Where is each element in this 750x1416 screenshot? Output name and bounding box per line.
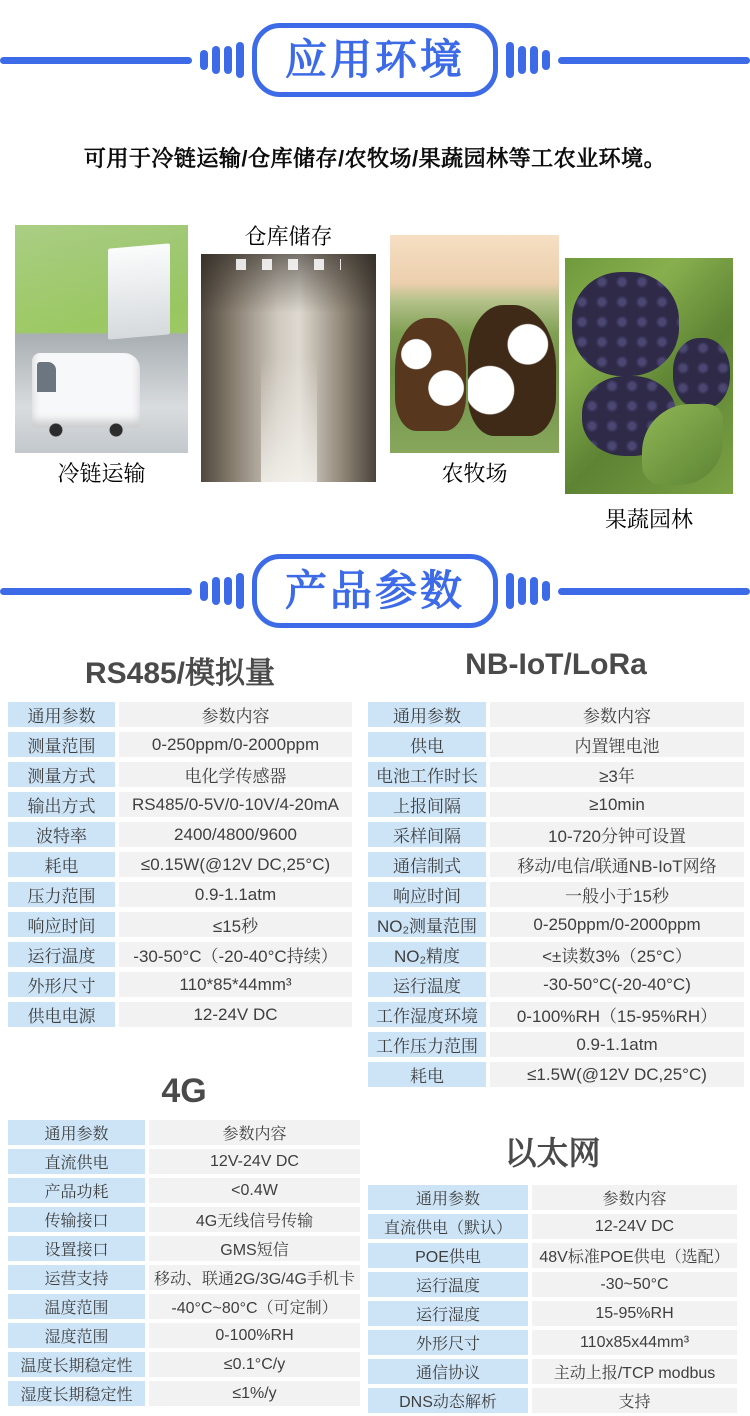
param-value-cell: GMS短信 [149,1236,360,1261]
banner-title: 应用环境 [252,23,498,97]
param-value-cell: 110*85*44mm³ [119,972,352,997]
param-label-cell: 通用参数 [8,702,115,727]
banner-title: 产品参数 [252,554,498,628]
param-label-cell: POE供电 [368,1243,528,1268]
spec-table-ethernet [368,1185,737,1416]
table-title-rs485: RS485/模拟量 [84,657,276,690]
table-row [368,972,744,997]
param-label-cell: 上报间隔 [368,792,486,817]
plug-bars-icon [504,573,552,609]
photo-farm-figure [390,235,559,487]
table-row [8,702,352,727]
param-value-cell: ≤1%/y [149,1381,360,1406]
param-value-cell: -40°C~80°C（可定制） [149,1294,360,1319]
param-value-cell: 支持 [532,1388,737,1413]
table-row [368,1032,744,1057]
param-value-cell: 0-100%RH（15-95%RH） [490,1002,744,1027]
param-label-cell: 传输接口 [8,1207,145,1232]
param-label-cell: 通用参数 [368,702,486,727]
param-value-cell: -30-50°C（-20-40°C持续） [119,942,352,967]
banner-line-right [558,57,750,64]
param-value-cell: 参数内容 [119,702,352,727]
table-row [8,822,352,847]
spec-table-rs485 [8,702,352,1032]
param-label-cell: 测量方式 [8,762,115,787]
param-label-cell: 运行温度 [8,942,115,967]
param-value-cell: ≥10min [490,792,744,817]
param-value-cell: ≥3年 [490,762,744,787]
param-value-cell: 移动/电信/联通NB-IoT网络 [490,852,744,877]
orchard-photo [565,258,733,494]
table-row [368,882,744,907]
param-value-cell: ≤0.15W(@12V DC,25°C) [119,852,352,877]
table-title-4g: 4G [161,1072,207,1110]
photo-warehouse-figure [201,224,376,482]
param-label-cell: 产品功耗 [8,1178,145,1203]
param-label-cell: 外形尺寸 [8,972,115,997]
param-value-cell: 电化学传感器 [119,762,352,787]
section-banner-application [0,22,750,98]
param-value-cell: ≤1.5W(@12V DC,25°C) [490,1062,744,1087]
param-label-cell: 供电 [368,732,486,757]
param-value-cell: 15-95%RH [532,1301,737,1326]
table-row [368,792,744,817]
param-value-cell: 参数内容 [149,1120,360,1145]
table-row [8,1002,352,1027]
param-value-cell: 一般小于15秒 [490,882,744,907]
param-label-cell: 温度范围 [8,1294,145,1319]
param-label-cell: 采样间隔 [368,822,486,847]
plug-bars-icon [198,573,246,609]
param-label-cell: 压力范围 [8,882,115,907]
param-value-cell: 0.9-1.1atm [119,882,352,907]
application-intro-text: 可用于冷链运输/仓库储存/农牧场/果蔬园林等工农业环境。 [83,146,667,171]
photo-caption: 冷链运输 [57,461,146,486]
param-label-cell: 供电电源 [8,1002,115,1027]
param-label-cell: 直流供电 [8,1149,145,1174]
table-row [368,1388,737,1413]
table-title-ethernet: 以太网 [504,1135,601,1171]
table-row [8,942,352,967]
param-value-cell: 48V标准POE供电（选配） [532,1243,737,1268]
table-row [8,732,352,757]
table-row [8,792,352,817]
param-value-cell: 10-720分钟可设置 [490,822,744,847]
table-row [368,1214,737,1239]
table-row [8,1120,360,1145]
param-label-cell: 湿度范围 [8,1323,145,1348]
spec-table-4g [8,1120,360,1410]
param-value-cell: 2400/4800/9600 [119,822,352,847]
table-row [368,1272,737,1297]
table-row [8,912,352,937]
photo-orchard-figure [565,258,733,533]
param-label-cell: 通信协议 [368,1359,528,1384]
param-value-cell: 12-24V DC [119,1002,352,1027]
param-value-cell: 0.9-1.1atm [490,1032,744,1057]
photo-cold-chain-figure [15,225,188,487]
table-row [8,1294,360,1319]
table-row [368,942,744,967]
table-row [8,1149,360,1174]
param-label-cell: 湿度长期稳定性 [8,1381,145,1406]
param-label-cell: 通信制式 [368,852,486,877]
param-label-cell: 耗电 [8,852,115,877]
table-row [8,972,352,997]
warehouse-photo [201,254,376,482]
spec-table-nbiot-lora [368,702,744,1092]
param-value-cell: RS485/0-5V/0-10V/4-20mA [119,792,352,817]
table-row [368,732,744,757]
table-row [8,1236,360,1261]
param-label-cell: NO₂精度 [368,942,486,967]
table-row [368,762,744,787]
cold-chain-photo [15,225,188,453]
param-label-cell: 通用参数 [8,1120,145,1145]
table-row [368,1330,737,1355]
table-row [368,822,744,847]
banner-line-left [0,588,192,595]
param-label-cell: 工作湿度环境 [368,1002,486,1027]
param-value-cell: ≤15秒 [119,912,352,937]
grape-cluster-shape [673,338,730,409]
table-row [8,882,352,907]
cow-shape [395,318,466,431]
param-label-cell: 温度长期稳定性 [8,1352,145,1377]
table-row [368,1243,737,1268]
section-banner-parameters [0,552,750,630]
grape-cluster-shape [572,272,680,376]
param-label-cell: 通用参数 [368,1185,528,1210]
table-row [368,912,744,937]
param-label-cell: 响应时间 [8,912,115,937]
param-value-cell: 12-24V DC [532,1214,737,1239]
param-value-cell: 0-100%RH [149,1323,360,1348]
table-row [368,1002,744,1027]
param-value-cell: <±读数3%（25°C） [490,942,744,967]
param-label-cell: 响应时间 [368,882,486,907]
plug-bars-icon [504,42,552,78]
param-label-cell: 外形尺寸 [368,1330,528,1355]
table-row [8,852,352,877]
param-value-cell: -30~50°C [532,1272,737,1297]
param-label-cell: 运行温度 [368,972,486,997]
param-label-cell: NO₂测量范围 [368,912,486,937]
farm-photo [390,235,559,453]
photo-caption: 仓库储存 [244,224,333,249]
param-value-cell: <0.4W [149,1178,360,1203]
table-row [8,1381,360,1406]
param-value-cell: 12V-24V DC [149,1149,360,1174]
table-row [8,1265,360,1290]
delivery-van-shape [32,353,139,428]
param-value-cell: 移动、联通2G/3G/4G手机卡 [149,1265,360,1290]
table-row [368,852,744,877]
banner-line-left [0,57,192,64]
table-row [8,1323,360,1348]
param-label-cell: 设置接口 [8,1236,145,1261]
table-title-nbiot-lora: NB-IoT/LoRa [465,648,647,681]
param-value-cell: ≤0.1°C/y [149,1352,360,1377]
param-value-cell: 参数内容 [532,1185,737,1210]
param-label-cell: 耗电 [368,1062,486,1087]
param-label-cell: 波特率 [8,822,115,847]
param-value-cell: 110x85x44mm³ [532,1330,737,1355]
param-value-cell: 内置锂电池 [490,732,744,757]
param-label-cell: 运行湿度 [368,1301,528,1326]
param-label-cell: 测量范围 [8,732,115,757]
table-row [8,1178,360,1203]
param-label-cell: 运营支持 [8,1265,145,1290]
param-label-cell: 直流供电（默认） [368,1214,528,1239]
plug-bars-icon [198,42,246,78]
param-value-cell: 主动上报/TCP modbus [532,1359,737,1384]
banner-line-right [558,588,750,595]
photo-caption: 果蔬园林 [604,507,693,532]
param-value-cell: 参数内容 [490,702,744,727]
param-label-cell: 输出方式 [8,792,115,817]
cow-shape [468,305,556,436]
table-row [8,762,352,787]
param-label-cell: 运行温度 [368,1272,528,1297]
table-row [368,1062,744,1087]
param-label-cell: DNS动态解析 [368,1388,528,1413]
table-row [368,1301,737,1326]
param-value-cell: -30-50°C(-20-40°C) [490,972,744,997]
param-label-cell: 工作压力范围 [368,1032,486,1057]
table-row [368,702,744,727]
param-value-cell: 4G无线信号传输 [149,1207,360,1232]
param-value-cell: 0-250ppm/0-2000ppm [119,732,352,757]
table-row [368,1359,737,1384]
photo-caption: 农牧场 [441,461,508,486]
param-value-cell: 0-250ppm/0-2000ppm [490,912,744,937]
table-row [8,1207,360,1232]
param-label-cell: 电池工作时长 [368,762,486,787]
table-row [368,1185,737,1210]
road-sign-shape [108,243,170,340]
table-row [8,1352,360,1377]
